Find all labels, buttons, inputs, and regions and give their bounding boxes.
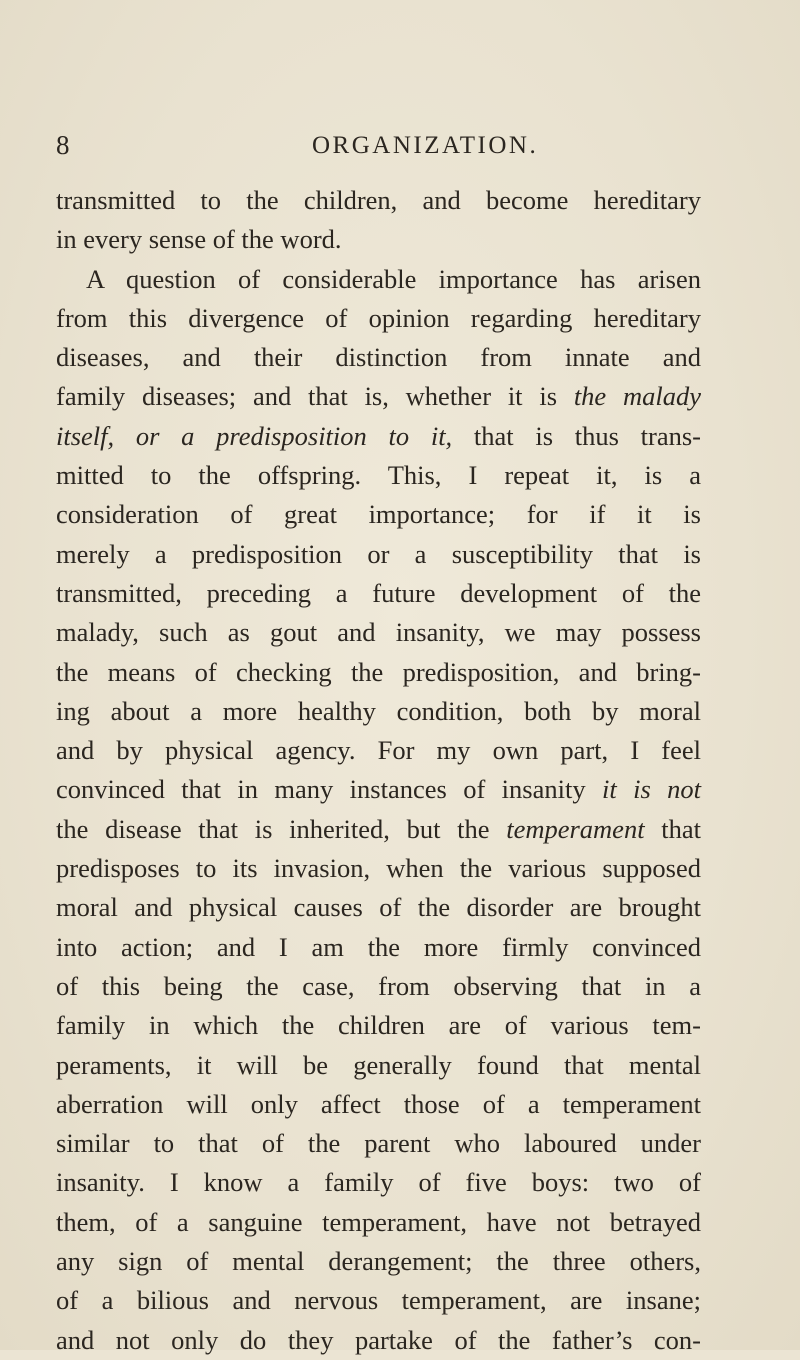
- text-line: of this being the case, from observing that in a: [56, 970, 701, 1001]
- text-line: family in which the children are of various tem-: [56, 1010, 701, 1041]
- text-line: and by physical agency. For my own part, I feel: [56, 735, 701, 766]
- italic-run: itself, or a predisposition to it,: [56, 420, 453, 451]
- text-line: insanity. I know a family of five boys: two of: [56, 1167, 701, 1198]
- text-run: that: [644, 813, 701, 844]
- text-line: similar to that of the parent who laboured under: [56, 1128, 701, 1159]
- text-line: merely a predisposition or a susceptibility that is: [56, 538, 701, 569]
- text-line: malady, such as gout and insanity, we may possess: [56, 617, 701, 648]
- body-text: [56, 181, 701, 1360]
- running-title: ORGANIZATION.: [312, 132, 539, 159]
- text-line: [56, 810, 701, 849]
- text-line: [56, 770, 701, 809]
- text-line: the means of checking the predisposition, and bring-: [56, 656, 701, 687]
- page-number: 8: [56, 130, 71, 160]
- text-line: mitted to the offspring. This, I repeat it, is a: [56, 460, 701, 491]
- text-run: convinced that in many instances of insanity: [56, 774, 602, 805]
- text-line: diseases, and their distinction from innate and: [56, 342, 701, 373]
- text-line: transmitted, preceding a future development of the: [56, 577, 701, 608]
- text-line: them, of a sanguine temperament, have not betrayed: [56, 1206, 701, 1237]
- text-line: transmitted to the children, and become hereditary: [56, 185, 701, 215]
- italic-run: it is not: [601, 774, 702, 805]
- italic-run: temperament: [506, 813, 645, 844]
- text-line: from this divergence of opinion regarding hereditary: [56, 302, 701, 333]
- text-line: predisposes to its invasion, when the various supposed: [56, 853, 701, 884]
- italic-run: the malady: [573, 381, 701, 412]
- running-head: [0, 130, 800, 170]
- text-run: the disease that is inherited, but the: [56, 813, 507, 844]
- text-line: of a bilious and nervous temperament, are insane;: [56, 1285, 701, 1316]
- text-line: into action; and I am the more firmly convinced: [56, 931, 701, 962]
- text-run: that is thus trans-: [452, 420, 701, 451]
- text-line: aberration will only affect those of a temperament: [56, 1088, 701, 1119]
- text-run: family diseases; and that is, whether it is: [56, 381, 574, 412]
- text-line: moral and physical causes of the disorder are brought: [56, 892, 701, 923]
- text-line: any sign of mental derangement; the three others,: [56, 1246, 701, 1277]
- text-line: [56, 377, 701, 416]
- text-line: A question of considerable importance has arisen: [86, 263, 701, 294]
- text-line: consideration of great importance; for if it is: [56, 499, 701, 530]
- text-line: ing about a more healthy condition, both by moral: [56, 695, 701, 726]
- text-line: and not only do they partake of the father’s con-: [56, 1324, 701, 1355]
- text-line: [56, 417, 701, 456]
- text-line: in every sense of the word.: [56, 224, 342, 255]
- text-line: peraments, it will be generally found that mental: [56, 1049, 701, 1080]
